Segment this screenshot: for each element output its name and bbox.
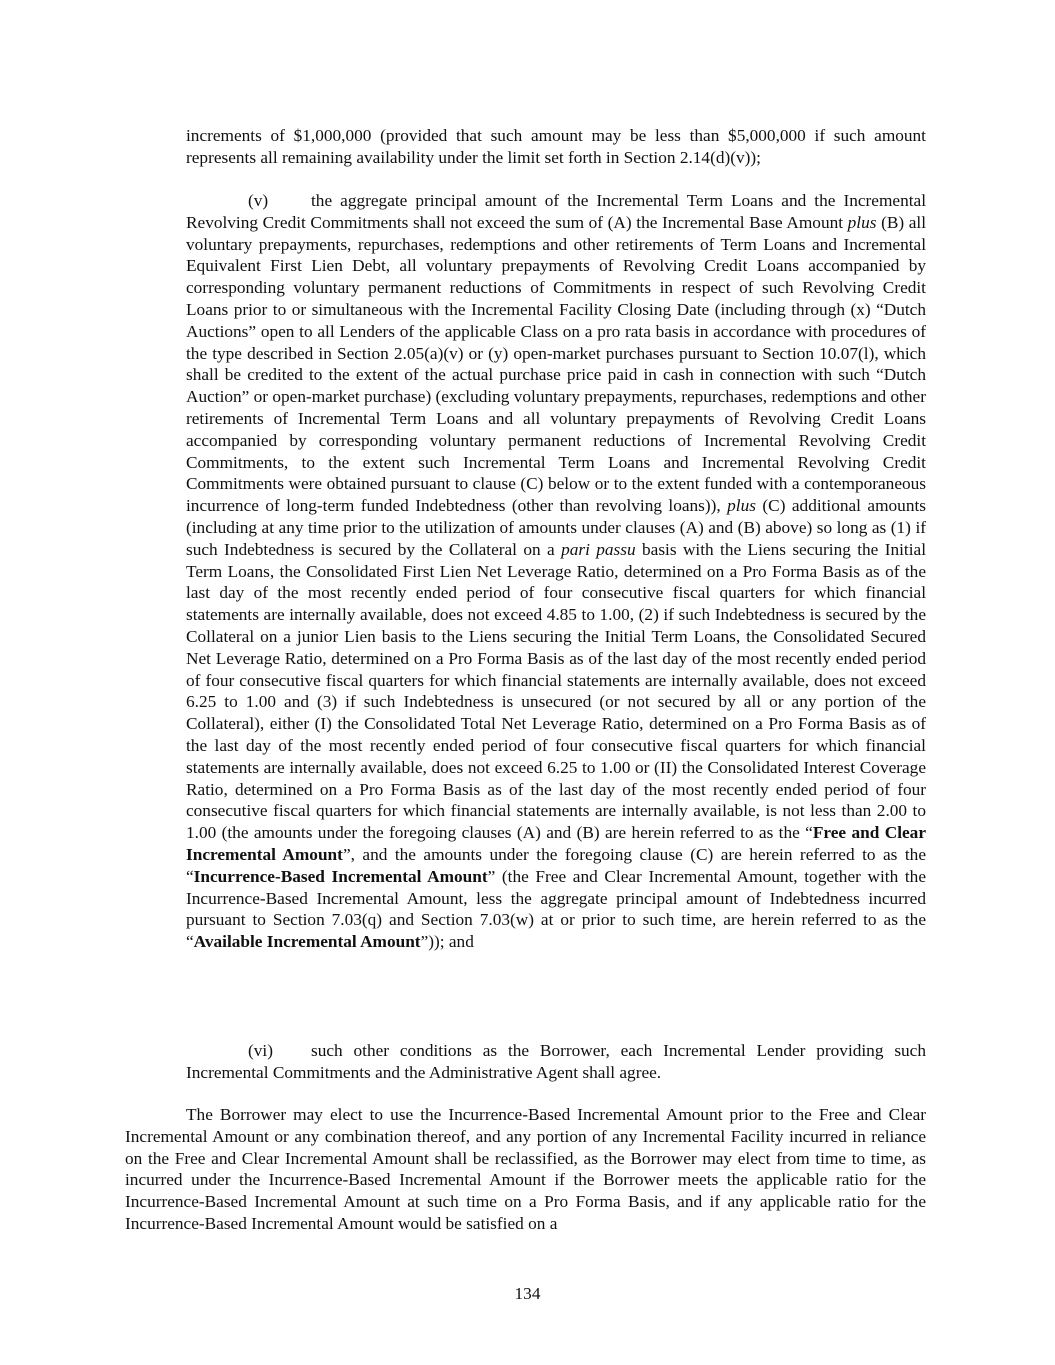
continuation-text: increments of $1,000,000 (provided that such amount may be less than $5,000,000 if such amount represents all remaining availability under the limit set forth in Section 2.14(d)(v)); xyxy=(186,126,926,167)
clause-v-text-7: ”)); and xyxy=(420,932,474,952)
defined-term-available-incremental: Available Incremental Amount xyxy=(193,932,421,952)
continuation-paragraph xyxy=(186,125,926,169)
clause-v-text-4: basis with the Liens securing the Initial Term Loans, the Consolidated First Lien Net Leverage Ratio, determined on a Pro Forma Basis as of the last day of the most recently ended period of four consecutive fiscal quarters for which financial statements are internally available, does not exceed 4.85 to 1.00, (2) if such Indebtedness is secured by the Collateral on a junior Lien basis to the Liens securing the Initial Term Loans, the Consolidated Secured Net Leverage Ratio, determined on a Pro Forma Basis as of the last day of the most recently ended period of four consecutive fiscal quarters for which financial statements are internally available, does not exceed 6.25 to 1.00 and (3) if such Indebtedness is unsecured (or not secured by all or any portion of the Collateral), either (I) the Consolidated Total Net Leverage Ratio, determined on a Pro Forma Basis as of the last day of the most recently ended period of four consecutive fiscal quarters for which financial statements are internally available, does not exceed 6.25 to 1.00 or (II) the Consolidated Interest Coverage Ratio, determined on a Pro Forma Basis as of the last day of the most recently ended period of four consecutive fiscal quarters for which financial statements are internally available, is not less than 2.00 to 1.00 (the amounts under the foregoing clauses (A) and (B) are herein referred to as the “ xyxy=(186,539,926,843)
clause-v-label: (v) xyxy=(248,191,269,210)
clause-v-text-2: (B) all voluntary prepayments, repurchases, redemptions and other retirements of Term Loans and Incremental Equivalent First Lien Debt, all voluntary prepayments of Revolving Credit Loans accompanied by corresponding voluntary permanent reductions of Commitments in respect of such Revolving Credit Loans prior to or simultaneous with the Incremental Facility Closing Date (including through (x) “Dutch Auctions” open to all Lenders of the applicable Class on a pro rata basis in accordance with procedures of the type described in Section 2.05(a)(v) or (y) open-market purchases pursuant to Section 10.07(l), which shall be credited to the extent of the actual purchase price paid in cash in connection with such “Dutch Auction” or open-market purchase) (excluding voluntary prepayments, repurchases, redemptions and other retirements of Incremental Term Loans and all voluntary prepayments of Revolving Credit Loans accompanied by corresponding voluntary permanent reductions of Incremental Revolving Credit Commitments, to the extent such Incremental Term Loans and Incremental Revolving Credit Commitments were obtained pursuant to clause (C) below or to the extent funded with a contemporaneous incurrence of long-term funded Indebtedness (other than revolving loans)), xyxy=(186,212,927,516)
clause-vi-paragraph xyxy=(186,1040,926,1084)
clause-v-text-5: ”, and the amounts under the foregoing clause (C) are herein referred to as the “ xyxy=(186,844,926,886)
defined-term-incurrence-based: Incurrence-Based Incremental Amount xyxy=(193,866,488,886)
clause-v-plus-2: plus xyxy=(727,496,756,516)
clause-v-text-6: ” (the Free and Clear Incremental Amount, together with the Incurrence-Based Incremental Amount, less the aggregate principal amount of Indebtedness incurred pursuant to Section 7.03(q) and Section 7.03(w) at or prior to such time, are herein referred to as the “ xyxy=(186,866,926,952)
clause-v-pari-passu: pari passu xyxy=(561,539,636,559)
defined-term-free-and-clear: Free and Clear Incremental Amount xyxy=(186,823,926,864)
clause-v-text-3: (C) additional amounts (including at any time prior to the utilization of amounts under clauses (A) and (B) above) so long as (1) if such Indebtedness is secured by the Collateral on a xyxy=(186,496,926,559)
clause-vi-label: (vi) xyxy=(248,1041,273,1060)
clause-v-plus-1: plus xyxy=(847,212,877,232)
page-number: 134 xyxy=(514,1284,541,1303)
clause-v-paragraph xyxy=(186,190,926,953)
clause-v-text-1: the aggregate principal amount of the Incremental Term Loans and the Incremental Revolving Credit Commitments shall not exceed the sum of (A) the Incremental Base Amount xyxy=(186,191,926,232)
closing-paragraph xyxy=(125,1104,926,1235)
clause-vi-text: such other conditions as the Borrower, each Incremental Lender providing such Incremental Commitments and the Administrative Agent shall agree. xyxy=(186,1041,926,1082)
closing-text: The Borrower may elect to use the Incurrence-Based Incremental Amount prior to the Free and Clear Incremental Amount or any combination thereof, and any portion of any Incremental Facility incurred in reliance on the Free and Clear Incremental Amount shall be reclassified, as the Borrower may elect from time to time, as incurred under the Incurrence-Based Incremental Amount if the Borrower meets the applicable ratio for the Incurrence-Based Incremental Amount at such time on a Pro Forma Basis, and if any applicable ratio for the Incurrence-Based Incremental Amount would be satisfied on a xyxy=(125,1105,926,1233)
